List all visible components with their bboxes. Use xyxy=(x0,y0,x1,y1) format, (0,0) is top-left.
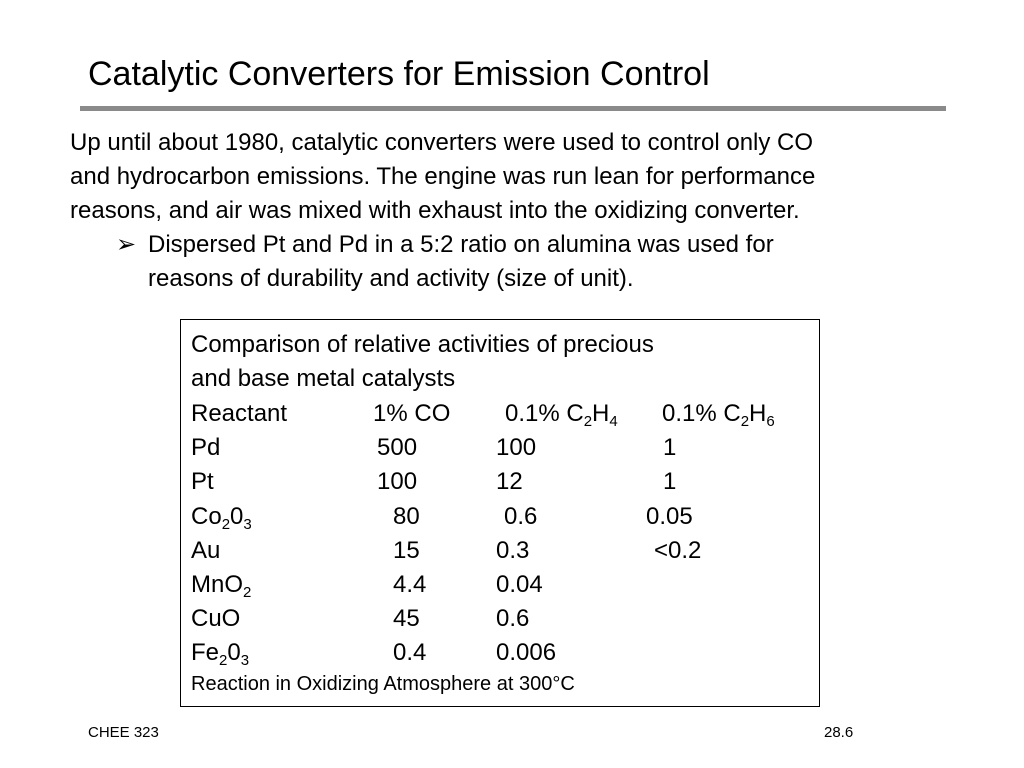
c2h6-value: 1 xyxy=(663,468,677,495)
paragraph-line: and hydrocarbon emissions. The engine was run lean for performance xyxy=(70,163,816,190)
footer-course: CHEE 323 xyxy=(88,724,159,741)
bullet-line: reasons of durability and activity (size of unit). xyxy=(148,265,634,292)
activity-table-box xyxy=(180,319,820,707)
c2h4-value: 100 xyxy=(496,434,537,461)
c2h6-value: 1 xyxy=(663,434,677,461)
header-c2h6: 0.1% $C_2H_6$ xyxy=(662,400,775,430)
c2h4-value: 0.006 xyxy=(496,639,557,666)
slide-title: Catalytic Converters for Emission Control xyxy=(88,55,710,93)
header-reactant: Reactant xyxy=(191,400,288,427)
c2h6-value: 0.05 xyxy=(646,503,693,530)
c2h4-value: 0.04 xyxy=(496,571,543,598)
catalyst-name: $Fe_20_3$ xyxy=(191,639,250,669)
paragraph-line: reasons, and air was mixed with exhaust into the oxidizing converter. xyxy=(70,197,800,224)
co-value: 80 xyxy=(393,503,420,530)
table-row xyxy=(181,636,819,670)
header-co: 1% CO xyxy=(373,400,451,427)
table-header-row xyxy=(181,397,819,431)
table-row xyxy=(181,465,819,499)
table-caption-line: and base metal catalysts xyxy=(191,365,456,392)
c2h4-value: 0.3 xyxy=(496,537,530,564)
co-value: 15 xyxy=(393,537,420,564)
table-row xyxy=(181,602,819,636)
co-value: 45 xyxy=(393,605,420,632)
catalyst-name: Au xyxy=(191,537,221,564)
catalyst-name: Pd xyxy=(191,434,221,461)
c2h4-value: 0.6 xyxy=(496,605,530,632)
title-divider xyxy=(80,106,946,111)
table-footnote: Reaction in Oxidizing Atmosphere at 300°C xyxy=(191,673,575,695)
c2h4-value: 12 xyxy=(496,468,523,495)
table-row xyxy=(181,500,819,534)
paragraph-line: Up until about 1980, catalytic converters were used to control only CO xyxy=(70,129,814,156)
table-row xyxy=(181,568,819,602)
co-value: 4.4 xyxy=(393,571,427,598)
table-row xyxy=(181,534,819,568)
table-row xyxy=(181,431,819,465)
footer-page-number: 28.6 xyxy=(824,724,854,741)
catalyst-name: MnO$_2$ xyxy=(191,571,252,601)
table-caption-line: Comparison of relative activities of precious xyxy=(191,331,654,358)
bullet-text xyxy=(148,228,774,296)
catalyst-name: Pt xyxy=(191,468,214,495)
c2h6-value: <0.2 xyxy=(654,537,702,564)
c2h4-value: 0.6 xyxy=(504,503,538,530)
co-value: 500 xyxy=(377,434,418,461)
header-c2h4: 0.1% $C_2H_4$ xyxy=(505,400,618,430)
catalyst-name: CuO xyxy=(191,605,241,632)
co-value: 100 xyxy=(377,468,418,495)
arrow-bullet-icon: ➢ xyxy=(116,231,137,258)
intro-paragraph xyxy=(70,126,970,228)
co-value: 0.4 xyxy=(393,639,427,666)
bullet-line: Dispersed Pt and Pd in a 5:2 ratio on alumina was used for xyxy=(148,231,774,258)
catalyst-name: $Co_20_3$ xyxy=(191,503,252,533)
